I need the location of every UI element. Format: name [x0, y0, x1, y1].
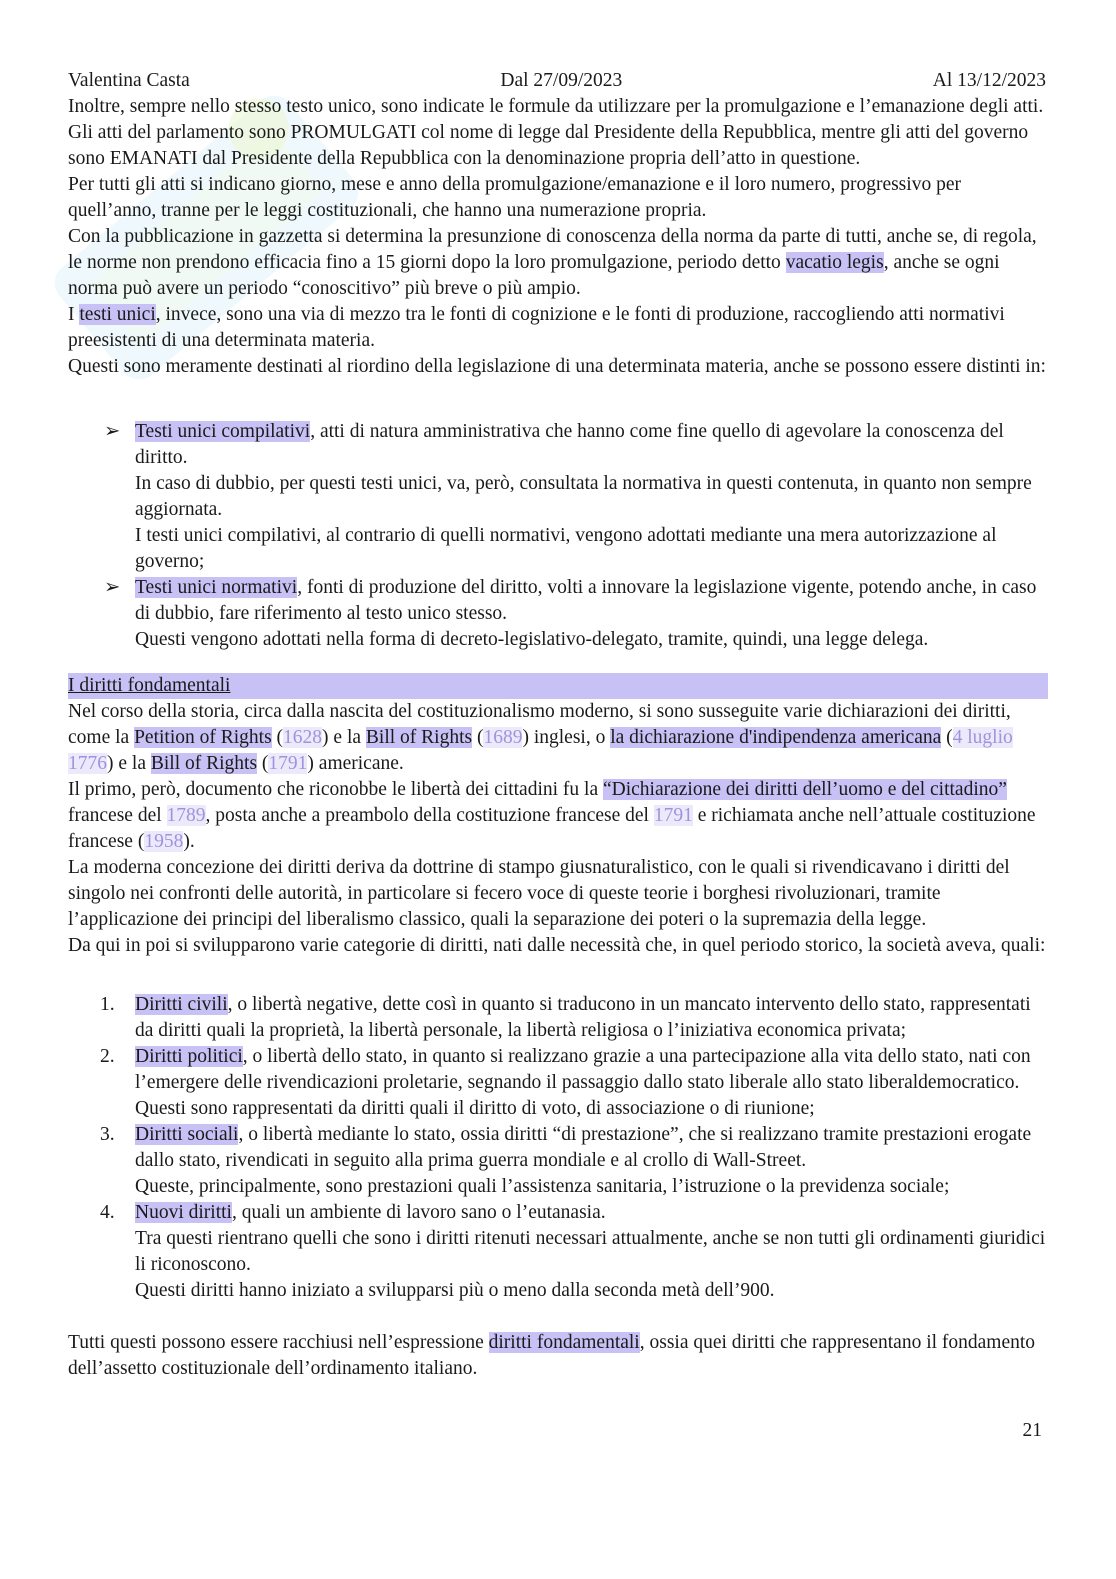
date-4-luglio-1776: 4 luglio 1776 — [68, 727, 1013, 774]
year-1689: 1689 — [483, 727, 523, 748]
highlight-term: Diritti sociali — [135, 1124, 239, 1145]
header-author: Valentina Casta — [68, 70, 190, 91]
paragraph-numerazione: Per tutti gli atti si indicano giorno, mese e anno della promulgazione/emanazione e il loro numero, progressivo per quell’anno, tranne per le leggi costituzionali, che hanno una numerazione propria. — [68, 174, 961, 221]
highlight-testi-unici: testi unici — [79, 304, 156, 325]
paragraph-riordino: Questi sono meramente destinati al riordino della legislazione di una determinata materia, anche se possono essere distinti in: — [68, 356, 1046, 377]
document-body — [68, 94, 1048, 1382]
highlight-bill-of-rights-us: Bill of Rights — [150, 753, 258, 774]
list-number: 4. — [100, 1202, 115, 1223]
paragraph-dichiarazioni: Nel corso della storia, circa dalla nascita del costituzionalismo moderno, si sono susseguite varie dichiarazioni dei diritti, come la Petition of Rights (1628) e la Bill of Rights (1689) inglesi, o la dichiarazione d'indipendenza americana (4 luglio 1776) e la Bill of Rights (1791) americane. — [68, 701, 1013, 774]
list-number: 1. — [100, 994, 115, 1015]
year-1789: 1789 — [166, 805, 206, 826]
header-to-date: Al 13/12/2023 — [932, 70, 1046, 91]
highlight-term: Diritti politici — [135, 1046, 243, 1067]
paragraph-concezione: La moderna concezione dei diritti deriva da dottrine di stampo giusnaturalistico, con le quali si rivendicavano i diritti del singolo nei confronti delle autorità, in particolare si fecero voce di queste teorie i borghesi rivoluzionari, tramite l’applicazione dei principi del liberalismo classico, quali la separazione dei poteri o la supremazia della legge. — [68, 857, 1010, 930]
paragraph-categorie: Da qui in poi si svilupparono varie categorie di diritti, nati dalle necessità che, in quel periodo storico, la società aveva, quali: — [68, 935, 1046, 956]
paragraph-formule: Inoltre, sempre nello stesso testo unico, sono indicate le formule da utilizzare per la promulgazione e l’emanazione degli atti. — [68, 96, 1044, 117]
list-item: ➢ Testi unici normativi, fonti di produzione del diritto, volti a innovare la legislazione vigente, potendo anche, in caso di dubbio, fare riferimento al testo unico stesso. Questi vengono adottati nella forma di decreto-legislativo-delegato, tramite, quindi, una legge delega. — [104, 577, 1037, 650]
list-number: 3. — [100, 1124, 115, 1145]
highlight-dichiarazione-diritti-uomo: “Dichiarazione dei diritti dell’uomo e del cittadino” — [602, 779, 1007, 800]
highlight-dichiarazione-indipendenza: la dichiarazione d'indipendenza americana — [610, 727, 942, 748]
paragraph-diritti-fondamentali: Tutti questi possono essere racchiusi nell’espressione diritti fondamentali, ossia quei diritti che rappresentano il fondamento dell’assetto costituzionale dell’ordinamento italiano. — [68, 1332, 1036, 1379]
list-item: 2. Diritti politici, o libertà dello stato, in quanto si realizzano grazie a una partecipazione alla vita dello stato, nati con l’emergere delle rivendicazioni proletarie, segnando il passaggio dallo stato liberale allo stato liberaldemocratico. Questi sono rappresentati da diritti quali il diritto di voto, di associazione o di riunione; — [100, 1046, 1031, 1119]
list-number: 2. — [100, 1046, 115, 1067]
highlight-term: Testi unici compilativi — [135, 421, 311, 442]
year-1628: 1628 — [283, 727, 323, 748]
highlight-term: Testi unici normativi — [135, 577, 298, 598]
bullet-list — [68, 419, 1048, 653]
header-from-date: Dal 27/09/2023 — [500, 70, 623, 91]
year-1791: 1791 — [268, 753, 308, 774]
highlight-term: Diritti civili — [135, 994, 228, 1015]
arrow-bullet-icon: ➢ — [104, 421, 121, 442]
paragraph-dichiarazione-francese: Il primo, però, documento che riconobbe le libertà dei cittadini fu la “Dichiarazione dei diritti dell’uomo e del cittadino” francese del 1789, posta anche a preambolo della costituzione francese del 1791 e richiamata anche nell’attuale costituzione francese (1958). — [68, 779, 1036, 852]
list-item: ➢ Testi unici compilativi, atti di natura amministrativa che hanno come fine quello di agevolare la conoscenza del diritto. In caso di dubbio, per questi testi unici, va, però, consultata la normativa in questi contenuta, in quanto non sempre aggiornata. I testi unici compilativi, al contrario di quelli normativi, vengono adottati mediante una mera autorizzazione al governo; — [104, 421, 1032, 572]
highlight-term: Nuovi diritti — [135, 1202, 232, 1223]
paragraph-gazzetta: Con la pubblicazione in gazzetta si determina la presunzione di conoscenza della norma da parte di tutti, anche se, di regola, le norme non prendono efficacia fino a 15 giorni dopo la loro promulgazione, periodo detto vacatio legis, anche se ogni norma può avere un periodo “conoscitivo” più breve o più ampio. — [68, 226, 1037, 299]
page-header — [68, 68, 1046, 94]
section-title: I diritti fondamentali — [68, 673, 1048, 699]
year-1791: 1791 — [653, 805, 693, 826]
paragraph-promulgati: Gli atti del parlamento sono PROMULGATI col nome di legge dal Presidente della Repubblica, mentre gli atti del governo sono EMANATI dal Presidente della Repubblica con la denominazione propria dell’atto in questione. — [68, 122, 1029, 169]
paragraph-testi-unici: I testi unici, invece, sono una via di mezzo tra le fonti di cognizione e le fonti di produzione, raccogliendo atti normativi preesistenti di una determinata materia. — [68, 304, 1005, 351]
list-item: 1. Diritti civili, o libertà negative, dette così in quanto si traducono in un mancato intervento dello stato, rappresentati da diritti quali la proprietà, la libertà personale, la libertà religiosa o l’iniziativa economica privata; — [100, 994, 1031, 1041]
list-item: 4. Nuovi diritti, quali un ambiente di lavoro sano o l’eutanasia. Tra questi rientrano quelli che sono i diritti ritenuti necessari attualmente, anche se non tutti gli ordinamenti giuridici li riconoscono. Questi diritti hanno iniziato a svilupparsi più o meno dalla seconda metà dell’900. — [100, 1202, 1046, 1301]
numbered-list — [68, 992, 1048, 1304]
page-number: 21 — [1022, 1420, 1042, 1441]
list-item: 3. Diritti sociali, o libertà mediante lo stato, ossia diritti “di prestazione”, che si realizzano tramite prestazioni erogate dallo stato, rivendicati in seguito alla prima guerra mondiale e al crollo di Wall-Street. Queste, principalmente, sono prestazioni quali l’assistenza sanitaria, l’istruzione o la previdenza sociale; — [100, 1124, 1032, 1197]
arrow-bullet-icon: ➢ — [104, 577, 121, 598]
highlight-bill-of-rights-uk: Bill of Rights — [365, 727, 473, 748]
highlight-diritti-fondamentali: diritti fondamentali — [488, 1332, 640, 1353]
highlight-vacatio-legis: vacatio legis — [785, 252, 884, 273]
highlight-petition-of-rights: Petition of Rights — [134, 727, 272, 748]
year-1958: 1958 — [144, 831, 184, 852]
